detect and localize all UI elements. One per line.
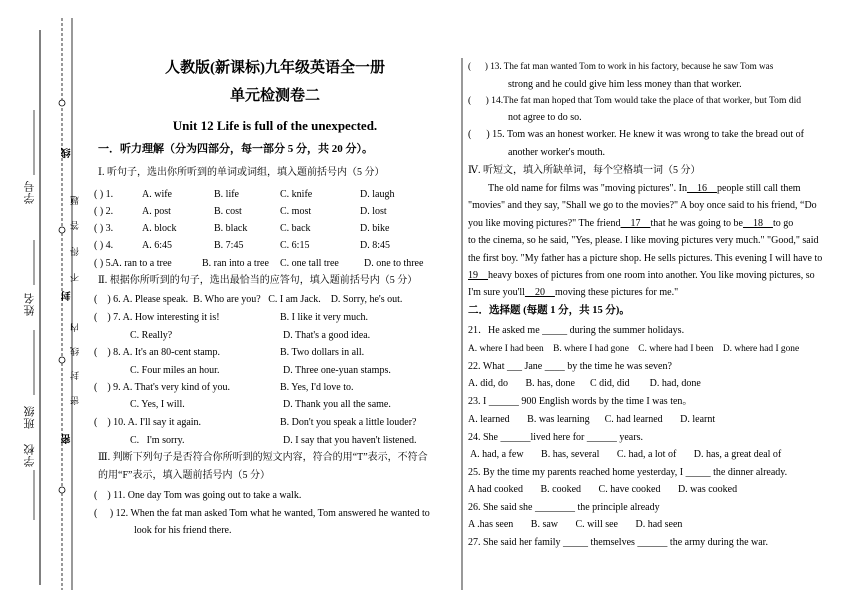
seal-char-3: 线 [70, 346, 80, 356]
student-number-label: 学号 [24, 180, 36, 204]
seal-seal-mark: 封 [62, 290, 73, 301]
q5-option-b: B. ran into a tree [202, 258, 269, 269]
q4-option-a: A. 6:45 [142, 240, 172, 251]
part4-heading: Ⅳ. 听短文，填入所缺单词，每个空格填一词（5 分） [468, 165, 701, 176]
passage-line-7 [468, 284, 678, 301]
q15-line2: another worker's mouth. [508, 147, 606, 158]
passage-text: you like moving pictures?" The friend [468, 218, 621, 229]
q6-row: ( ) 6. A. Please speak. B. Who are you? C. I am Jack. D. Sorry, he's out. [94, 294, 403, 305]
q12-line2: look for his friend there. [134, 525, 232, 536]
q4-row [94, 237, 456, 254]
seal-mi-mark: 密 [62, 433, 73, 444]
q10-option-c: C. I'm sorry. [130, 435, 185, 446]
q5-option-d: D. one to three [364, 258, 424, 269]
q9-option-c: C. Yes, I will. [130, 399, 185, 410]
q5-num: ( ) 5. [94, 258, 114, 269]
q10-option-b: B. Don't you speak a little louder? [280, 417, 417, 428]
blank-17[interactable]: 17 [620, 218, 651, 229]
q7-option-b: B. I like it very much. [280, 312, 369, 323]
passage-text: I'm sure you'll [468, 287, 525, 298]
seal-line-mark: 线 [62, 147, 73, 158]
q13-line1: ( ) 13. The fat man wanted Tom to work in his factory, because he saw Tom was [468, 61, 774, 71]
binding-margin [0, 0, 92, 606]
q2-option-b: B. cost [214, 206, 242, 217]
school-label: 学校 [24, 443, 36, 467]
q5-option-c: C. one tall tree [280, 258, 339, 269]
name-label: 姓名 [24, 292, 36, 316]
q27-stem: 27. She said her family _____ themselves ______ the army during the war. [468, 537, 768, 548]
q4-option-d: D. 8:45 [360, 240, 390, 251]
seal-char-7: 答 [70, 220, 80, 230]
blank-19[interactable]: 19 [468, 270, 488, 281]
q7-option-d: D. That's a good idea. [283, 330, 371, 341]
q3-option-c: C. back [280, 223, 311, 234]
q10-option-a: ( ) 10. A. I'll say it again. [94, 417, 202, 428]
q8-option-c: C. Four miles an hour. [130, 365, 220, 376]
q8-option-b: B. Two dollars in all. [280, 347, 365, 358]
q9-option-a: ( ) 9. A. That's very kind of you. [94, 382, 231, 393]
q22-options: A. did, do B. has, done C did, did D. had, done [468, 378, 701, 389]
q4-num: ( ) 4. [94, 240, 114, 251]
q1-option-b: B. life [214, 189, 239, 200]
q1-row [94, 186, 456, 203]
paper-title: 人教版(新课标)九年级英语全一册 [165, 60, 385, 76]
q8-option-a: ( ) 8. A. It's an 80-cent stamp. [94, 347, 220, 358]
q15-line1: ( ) 15. Tom was an honest worker. He knew it was wrong to take the bread out of [468, 129, 804, 140]
q11-row: ( ) 11. One day Tom was going out to take a walk. [94, 490, 302, 501]
passage-text: people still call them [716, 183, 801, 194]
q4-option-b: B. 7:45 [214, 240, 244, 251]
q5-row [94, 255, 456, 272]
column-divider [460, 0, 464, 606]
q24-stem: 24. She ______lived here for ______ years. [468, 432, 643, 443]
part3-heading-line1: Ⅲ. 判断下列句子是否符合你所听到的短文内容，符合的用“T”表示，不符合 [98, 452, 428, 463]
q10-option-d: D. I say that you haven't listened. [283, 435, 417, 446]
q23-stem: 23. I ______ 900 English words by the time I was ten。 [468, 396, 693, 407]
passage-line-1 [488, 180, 801, 197]
q23-options: A. learned B. was learning C. had learned D. learnt [468, 414, 716, 425]
q8-option-d: D. Three one-yuan stamps. [283, 365, 391, 376]
q1-option-a: A. wife [142, 189, 172, 200]
q12-line1: ( ) 12. When the fat man asked Tom what he wanted, Tom answered he wanted to [94, 508, 430, 519]
q14-line1: ( ) 14.The fat man hoped that Tom would take the place of that worker, but Tom did [468, 95, 802, 106]
q2-row [94, 203, 456, 220]
passage-text: heavy boxes of pictures from one room into another. You like moving pictures, so [488, 270, 815, 281]
q2-option-c: C. most [280, 206, 312, 217]
q3-option-b: B. black [214, 223, 248, 234]
passage-text: moving these pictures for me." [554, 287, 679, 298]
passage-line-5: the first boy. "My father has a picture shop. He sells pictures. This evening I will have to [468, 253, 823, 264]
q1-option-d: D. laugh [360, 189, 395, 200]
blank-18[interactable]: 18 [742, 218, 773, 229]
q24-options: A. had, a few B. has, several C. had, a lot of D. has, a great deal of [468, 449, 782, 460]
q26-options: A .has seen B. saw C. will see D. had seen [468, 519, 683, 530]
part2-heading: Ⅱ. 根据你所听到的句子，选出最恰当的应答句，填入题前括号内（5 分） [98, 275, 418, 286]
binding-lines [0, 0, 92, 606]
q3-row [94, 220, 456, 237]
part3-heading-line2: 的用“F”表示，填入题前括号内（5 分） [98, 470, 270, 481]
class-label: 班级 [24, 405, 36, 429]
q7-option-c: C. Really? [130, 330, 173, 341]
blank-16[interactable]: 16 [686, 183, 717, 194]
seal-char-4: 内 [70, 322, 80, 332]
q1-num: ( ) 1. [94, 189, 114, 200]
seal-char-8: 题 [70, 195, 80, 205]
q26-stem: 26. She said she ________ the principle already [468, 502, 660, 513]
seal-char-5: 不 [70, 272, 80, 282]
q7-option-a: ( ) 7. A. How interesting it is! [94, 312, 220, 323]
q1-option-c: C. knife [280, 189, 313, 200]
q3-option-a: A. block [142, 223, 177, 234]
seal-char-6: 得 [70, 246, 80, 256]
q3-option-d: D. bike [360, 223, 390, 234]
paper-subtitle: 单元检测卷二 [229, 88, 320, 104]
q2-num: ( ) 2. [94, 206, 114, 217]
q25-options: A had cooked B. cooked C. have cooked D. was cooked [468, 484, 738, 495]
q25-stem: 25. By the time my parents reached home yesterday, I _____ the dinner already. [468, 467, 788, 478]
q9-option-d: D. Thank you all the same. [283, 399, 391, 410]
passage-line-4: to the cinema, so he said, "Yes, please. I like moving pictures very much." "Good," said [468, 235, 819, 246]
q3-num: ( ) 3. [94, 223, 114, 234]
passage-line-2: "movies" and they say, "Shall we go to the movies?" A boy once said to his friend, “Do [468, 200, 817, 211]
q22-stem: 22. What ___ Jane ____ by the time he was seven? [468, 361, 672, 372]
q2-option-a: A. post [142, 206, 171, 217]
passage-text: to go [772, 218, 794, 229]
blank-20[interactable]: 20 [524, 287, 555, 298]
q9-option-b: B. Yes, I'd love to. [280, 382, 354, 393]
part1-heading: Ⅰ. 听句子，选出你所听到的单词或词组，填入题前括号内（5 分） [98, 167, 385, 178]
passage-text: The old name for films was "moving pictures". In [488, 183, 687, 194]
passage-line-3 [468, 215, 793, 232]
seal-char-2: 封 [70, 370, 80, 380]
passage-text: that he was going to be [650, 218, 743, 229]
q21-stem: 21．He asked me _____ during the summer holidays. [468, 325, 685, 336]
q14-line2: not agree to do so. [508, 112, 582, 123]
choice-heading: 二．选择题 (每题 1 分，共 15 分)。 [468, 305, 630, 316]
listening-heading: 一．听力理解（分为四部分，每一部分 5 分，共 20 分）。 [98, 143, 373, 155]
q21-options: A. where I had been B. where I had gone C. where had I been D. where had I gone [468, 344, 800, 354]
q13-line2: strong and he could give him less money than that worker. [508, 79, 742, 90]
seal-char-1: 密 [70, 395, 80, 405]
unit-title: Unit 12 Life is full of the unexpected. [172, 118, 378, 133]
passage-line-6 [468, 267, 815, 284]
q4-option-c: C. 6:15 [280, 240, 310, 251]
q2-option-d: D. lost [360, 206, 387, 217]
q5-option-a: A. ran to a tree [112, 258, 172, 269]
